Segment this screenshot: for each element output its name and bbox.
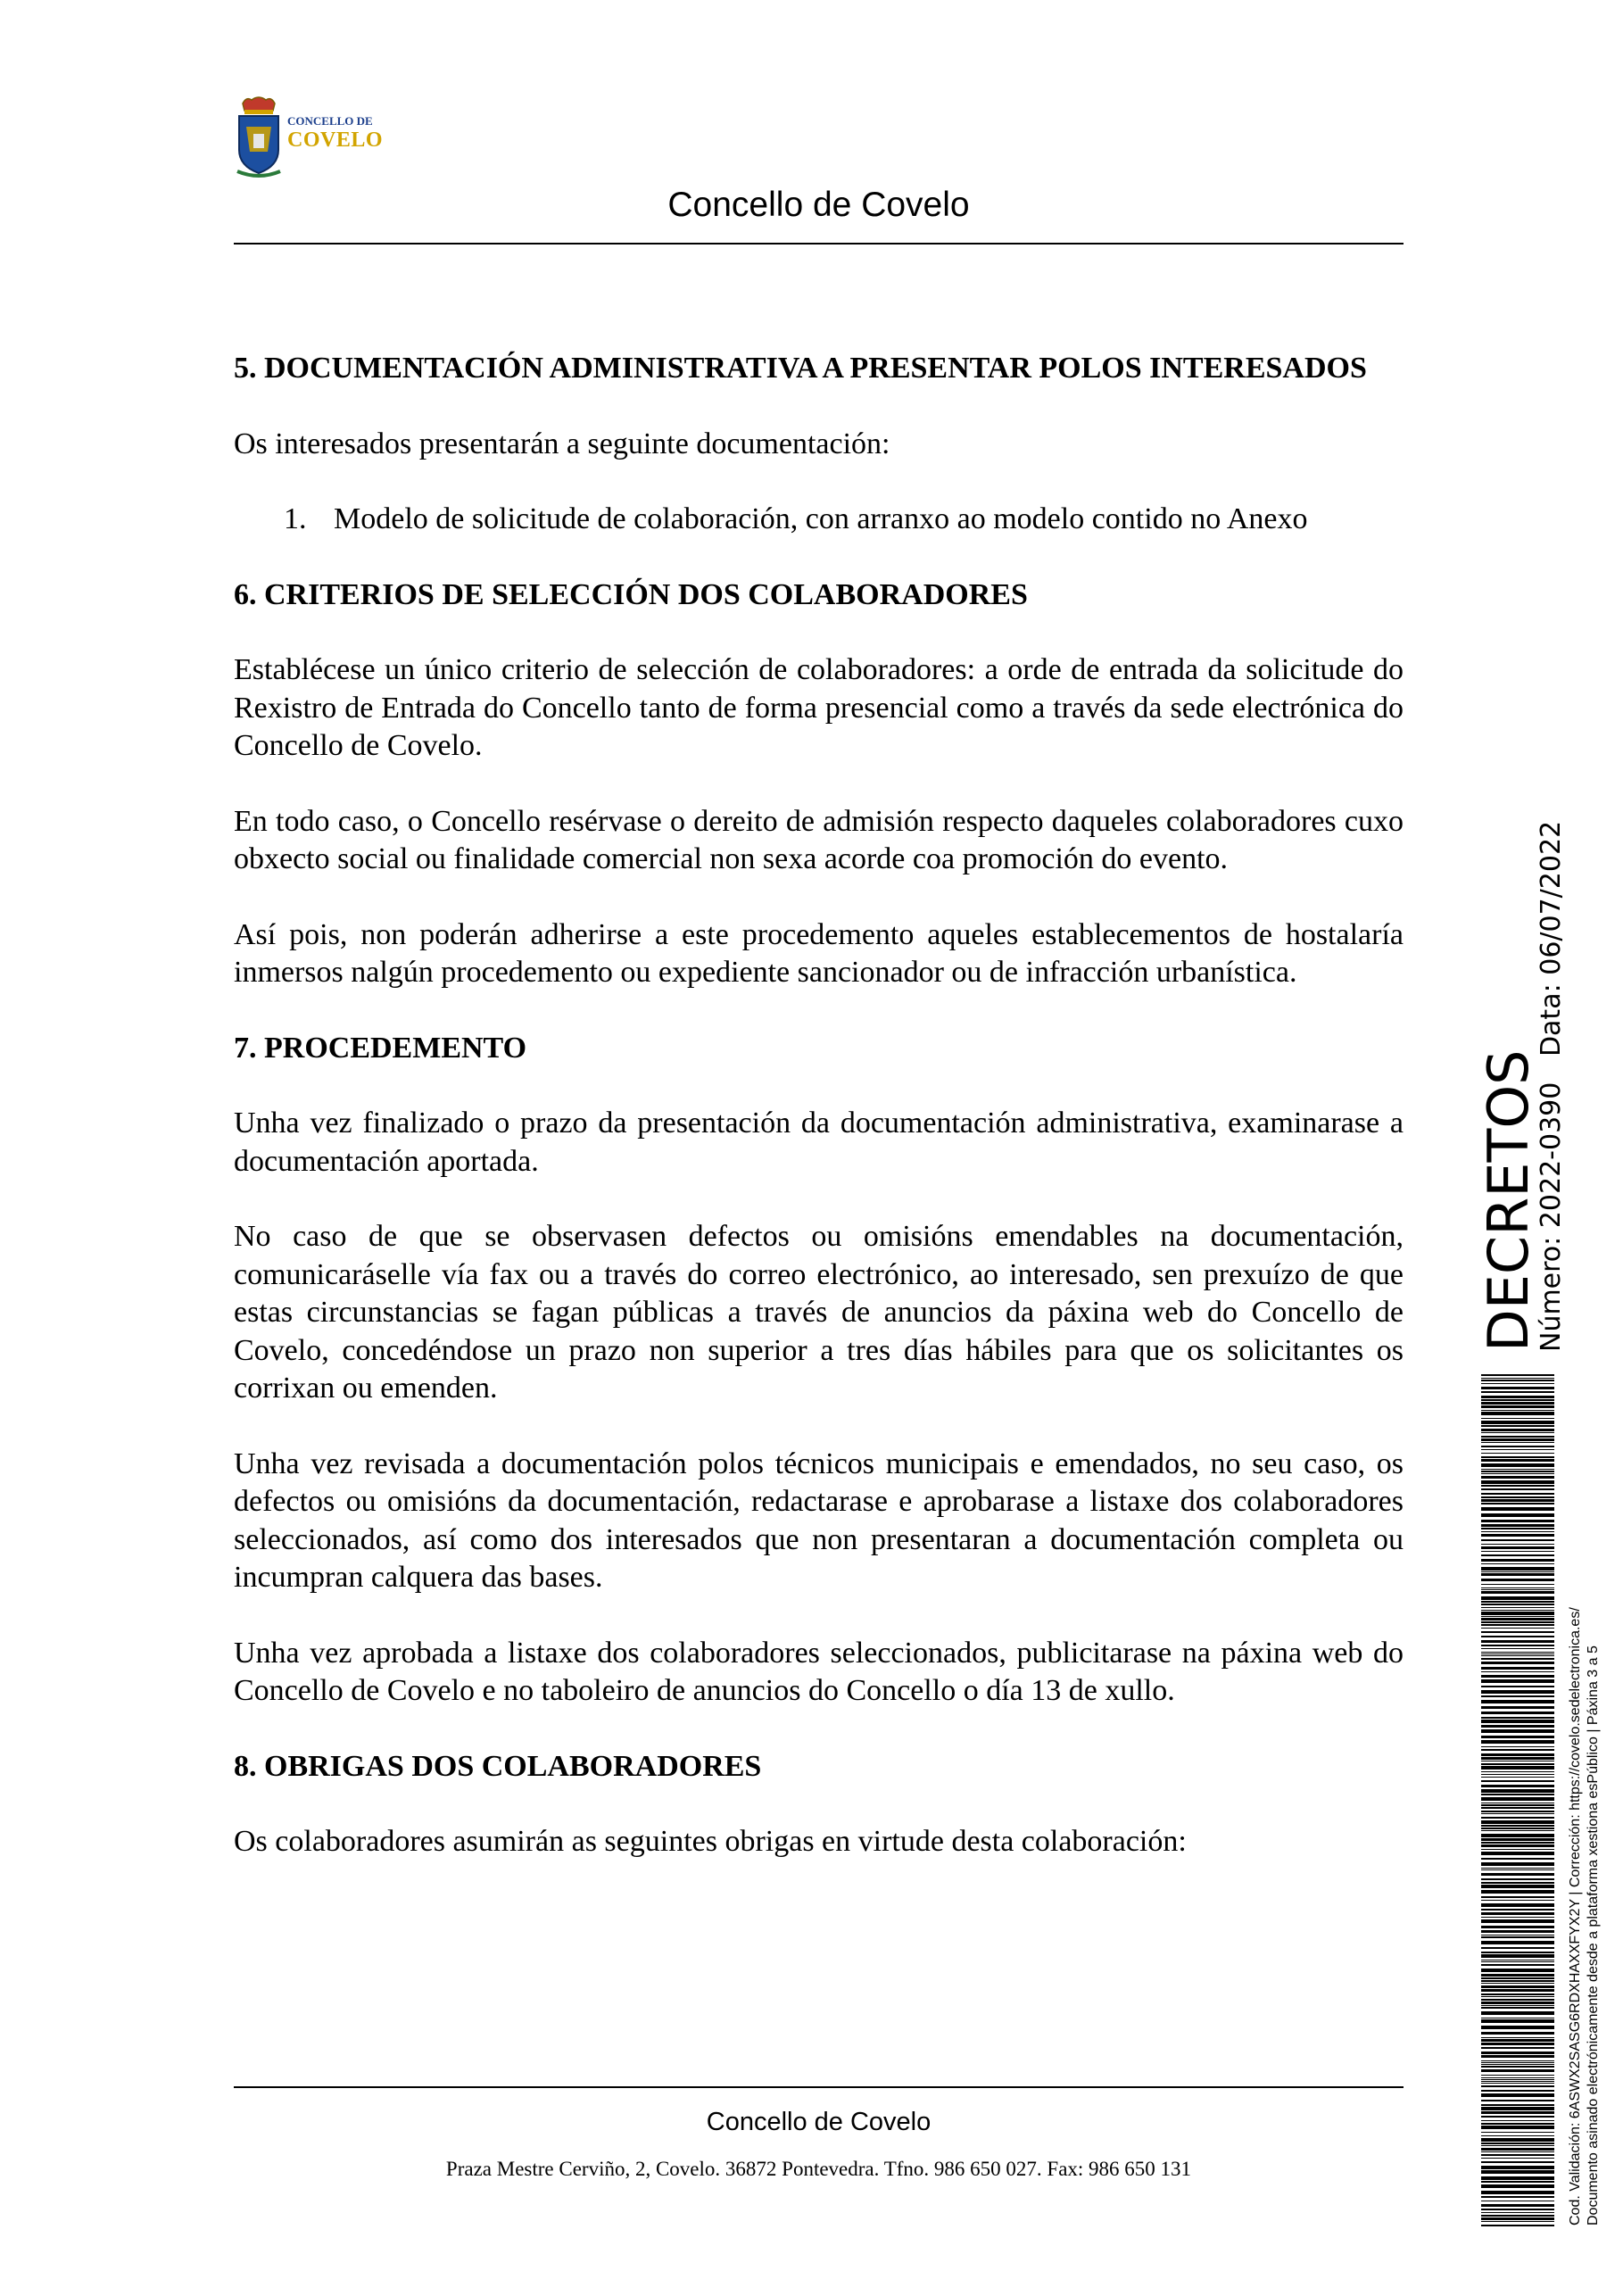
barcode-bar: [1481, 1977, 1554, 1979]
barcode-bar: [1481, 1869, 1554, 1870]
barcode-bar: [1481, 1830, 1554, 1831]
barcode-bar: [1481, 1700, 1554, 1703]
barcode-bar: [1481, 1862, 1554, 1866]
barcode-bar: [1481, 1917, 1554, 1918]
barcode-bar: [1481, 1631, 1554, 1633]
numbered-list: [234, 501, 1404, 539]
header-rule: [234, 243, 1404, 245]
barcode-bar: [1481, 1667, 1554, 1670]
barcode-bar: [1481, 2060, 1554, 2061]
barcode-bar: [1481, 1531, 1554, 1532]
barcode-bar: [1481, 1941, 1554, 1944]
barcode-bar: [1481, 2037, 1554, 2038]
barcode-bar: [1481, 2191, 1554, 2194]
paragraph: Os colaboradores asumirán as seguintes obrigas en virtude desta colaboración:: [234, 1825, 1187, 1858]
barcode-bar: [1481, 1624, 1554, 1626]
paragraph: Establécese un único criterio de selección de colaboradores: a orde de entrada da solicitude do Rexistro de Entrada do Concello tanto de forma presencial como a través da sede electrónica do Concello de Covelo.: [234, 653, 1404, 762]
barcode-bar: [1481, 2212, 1554, 2213]
barcode-bar: [1481, 1524, 1554, 1527]
barcode-bar: [1481, 2170, 1554, 2174]
paragraph: Os interesados presentarán a seguinte documentación:: [234, 427, 890, 460]
barcode-bar: [1481, 1589, 1554, 1590]
barcode-bar: [1481, 1686, 1554, 1687]
barcode-bar: [1481, 1412, 1554, 1415]
list-item-number: 1.: [284, 502, 307, 535]
barcode-bar: [1481, 1383, 1554, 1384]
logo-text-concello: CONCELLO DE: [287, 114, 373, 128]
barcode-bar: [1481, 2196, 1554, 2198]
barcode-bar: [1481, 1712, 1554, 1714]
shield-icon: [234, 95, 284, 180]
barcode-bar: [1481, 2066, 1554, 2068]
barcode-bar: [1481, 1476, 1554, 1479]
list-item: [234, 501, 1404, 539]
section-heading: 7. PROCEDEMENTO: [234, 1031, 527, 1065]
barcode-bar: [1481, 2055, 1554, 2058]
barcode-bar: [1481, 1473, 1554, 1474]
barcode-bar: [1481, 2151, 1554, 2152]
barcode-bar: [1481, 1436, 1554, 1438]
barcode-bar: [1481, 1544, 1554, 1545]
barcode-bar: [1481, 2069, 1554, 2072]
barcode-bar: [1481, 1399, 1554, 1401]
barcode-bar: [1481, 1496, 1554, 1498]
barcode-bar: [1481, 1563, 1554, 1564]
barcode-bar: [1481, 1628, 1554, 1629]
barcode-bar: [1481, 2161, 1554, 2163]
barcode-bar: [1481, 1785, 1554, 1787]
barcode-bar: [1481, 1432, 1554, 1433]
barcode-bar: [1481, 2085, 1554, 2087]
barcode-bar: [1481, 1999, 1554, 2001]
barcode-bar: [1481, 2007, 1554, 2009]
barcode-bar: [1481, 1900, 1554, 1901]
barcode-bar: [1481, 2215, 1554, 2217]
barcode-bar: [1481, 1807, 1554, 1809]
barcode-bar: [1481, 2064, 1554, 2065]
stamp-validation-text: [1567, 1607, 1602, 2226]
barcode-bar: [1481, 1983, 1554, 1984]
barcode-bar: [1481, 1655, 1554, 1656]
barcode-bar: [1481, 1374, 1554, 1376]
barcode-bar: [1481, 1961, 1554, 1962]
barcode-bar: [1481, 1442, 1554, 1443]
barcode-bar: [1481, 1912, 1554, 1915]
barcode-bar: [1481, 1780, 1554, 1782]
barcode-bar: [1481, 1720, 1554, 1723]
barcode-bar: [1481, 1453, 1554, 1454]
barcode-bar: [1481, 2107, 1554, 2110]
barcode-bar: [1481, 2143, 1554, 2144]
barcode-bar: [1481, 1534, 1554, 1537]
paragraph: Unha vez revisada a documentación polos técnicos municipais e emendados, no seu caso, os defectos ou omisións da documentación, redactarase e aprobarase a listaxe dos colaboradores seleccionados, así como dos interesados que non presentaran a documentación completa ou incumpran calquera das bases.: [234, 1446, 1404, 1594]
barcode-bar: [1481, 1947, 1554, 1949]
barcode-bar: [1481, 1671, 1554, 1672]
barcode-bar: [1481, 1890, 1554, 1894]
barcode-bar: [1481, 1903, 1554, 1907]
barcode-bar: [1481, 1567, 1554, 1571]
barcode-bar: [1481, 1679, 1554, 1683]
barcode-bar: [1481, 1896, 1554, 1898]
barcode-bar: [1481, 2120, 1554, 2121]
barcode-bar: [1481, 2005, 1554, 2006]
barcode-bar: [1481, 2002, 1554, 2004]
barcode-bar: [1481, 1852, 1554, 1855]
barcode-bar: [1481, 1811, 1554, 1812]
barcode-bar: [1481, 1695, 1554, 1697]
barcode-bar: [1481, 1596, 1554, 1600]
barcode-bar: [1481, 1380, 1554, 1381]
barcode-bar: [1481, 1763, 1554, 1765]
barcode-bar: [1481, 1446, 1554, 1447]
barcode-bar: [1481, 2104, 1554, 2106]
coat-of-arms-logo: [234, 95, 385, 180]
section-7: [234, 1030, 1404, 1711]
barcode-bar: [1481, 2221, 1554, 2222]
barcode-bar: [1481, 2062, 1554, 2063]
barcode-bar: [1481, 1429, 1554, 1431]
barcode-bar: [1481, 1804, 1554, 1806]
barcode-bar: [1481, 1969, 1554, 1972]
section-heading: 5. DOCUMENTACIÓN ADMINISTRATIVA A PRESENTAR POLOS INTERESADOS: [234, 352, 1367, 385]
barcode-bar: [1481, 1753, 1554, 1756]
barcode-bar: [1481, 2026, 1554, 2029]
barcode-bar: [1481, 1774, 1554, 1775]
barcode-bar: [1481, 1579, 1554, 1581]
stamp-date: Data: 06/07/2022: [1536, 820, 1567, 1057]
barcode-bar: [1481, 2123, 1554, 2125]
barcode-bar: [1481, 1797, 1554, 1801]
barcode-bar: [1481, 1396, 1554, 1398]
barcode-bar: [1481, 1909, 1554, 1911]
paragraph: Unha vez finalizado o prazo da presentación da documentación administrativa, examinarase a documentación aportada.: [234, 1107, 1404, 1178]
barcode-bar: [1481, 1459, 1554, 1462]
barcode-bar: [1481, 1513, 1554, 1517]
barcode-bar: [1481, 1868, 1554, 1869]
barcode-bar: [1481, 2100, 1554, 2101]
paragraph: Unha vez aprobada a listaxe dos colaboradores seleccionados, publicitarase na páxina web do Concello de Covelo e no taboleiro de anuncios do Concello o día 13 de xullo.: [234, 1636, 1404, 1707]
barcode-bar: [1481, 2138, 1554, 2142]
barcode-bar: [1481, 2047, 1554, 2049]
barcode-bar: [1481, 1587, 1554, 1588]
barcode-bar: [1481, 1584, 1554, 1585]
barcode-bar: [1481, 2077, 1554, 2078]
barcode-bar: [1481, 2075, 1554, 2076]
barcode-bar: [1481, 1813, 1554, 1814]
barcode-bar: [1481, 1985, 1554, 1988]
barcode-bar: [1481, 1820, 1554, 1824]
barcode-bar: [1481, 1591, 1554, 1594]
page-header-title: Concello de Covelo: [667, 186, 970, 224]
barcode-bar: [1481, 1421, 1554, 1424]
barcode-bar: [1481, 1936, 1554, 1938]
barcode-bar: [1481, 1993, 1554, 1995]
barcode-bar: [1481, 1480, 1554, 1484]
barcode-bar: [1481, 1648, 1554, 1649]
barcode-bar: [1481, 1828, 1554, 1829]
barcode-bar: [1481, 1954, 1554, 1958]
barcode-bar: [1481, 1757, 1554, 1760]
barcode-bar: [1481, 2090, 1554, 2092]
barcode-bar: [1481, 1551, 1554, 1552]
barcode-bar: [1481, 1873, 1554, 1876]
section-6: [234, 576, 1404, 992]
barcode-icon: [1481, 1374, 1554, 2226]
barcode-bar: [1481, 1493, 1554, 1495]
barcode-bar: [1481, 2184, 1554, 2188]
barcode-bar: [1481, 1652, 1554, 1653]
barcode-bar: [1481, 2135, 1554, 2136]
barcode-bar: [1481, 1554, 1554, 1556]
barcode-bar: [1481, 2111, 1554, 2114]
barcode-bar: [1481, 1817, 1554, 1819]
paragraph: Así pois, non poderán adherirse a este procedemento aqueles establecementos de hostalaría inmersos nalgún procedemento ou expediente sancionador ou de infracción urbanística.: [234, 917, 1404, 989]
barcode-bar: [1481, 1469, 1554, 1470]
section-heading: 8. OBRIGAS DOS COLABORADORES: [234, 1749, 762, 1783]
barcode-bar: [1481, 1418, 1554, 1419]
barcode-bar: [1481, 2217, 1554, 2220]
barcode-bar: [1481, 1690, 1554, 1694]
barcode-bar: [1481, 1729, 1554, 1733]
barcode-bar: [1481, 1604, 1554, 1605]
barcode-bar: [1481, 1974, 1554, 1977]
barcode-bar: [1481, 1539, 1554, 1541]
stamp-number-date: [1536, 821, 1567, 1352]
stamp-decretos-label: DECRETOS: [1476, 1049, 1541, 1352]
stamp-number: Número: 2022-0390: [1536, 1082, 1567, 1352]
barcode-bar: [1481, 1885, 1554, 1888]
barcode-bar: [1481, 1391, 1554, 1393]
barcode-bar: [1481, 1503, 1554, 1504]
barcode-bar: [1481, 1546, 1554, 1549]
barcode-bar: [1481, 1573, 1554, 1576]
barcode-bar: [1481, 1746, 1554, 1747]
barcode-bar: [1481, 1607, 1554, 1608]
barcode-bar: [1481, 2158, 1554, 2159]
barcode-bar: [1481, 1456, 1554, 1458]
barcode-bar: [1481, 1640, 1554, 1643]
barcode-bar: [1481, 1485, 1554, 1487]
barcode-bar: [1481, 1844, 1554, 1847]
section-8: [234, 1748, 1404, 1861]
barcode-bar: [1481, 1789, 1554, 1793]
barcode-bar: [1481, 2132, 1554, 2133]
barcode-bar: [1481, 1425, 1554, 1427]
document-body: [234, 350, 1404, 1899]
barcode-bar: [1481, 1882, 1554, 1884]
barcode-bar: [1481, 1405, 1554, 1408]
barcode-bar: [1481, 1438, 1554, 1441]
barcode-bar: [1481, 1930, 1554, 1933]
barcode-bar: [1481, 2011, 1554, 2015]
barcode-bar: [1481, 1658, 1554, 1660]
barcode-bar: [1481, 2148, 1554, 2151]
barcode-bar: [1481, 2051, 1554, 2054]
barcode-bar: [1481, 1636, 1554, 1637]
barcode-bar: [1481, 1618, 1554, 1620]
barcode-bar: [1481, 1571, 1554, 1572]
barcode-bar: [1481, 2181, 1554, 2183]
barcode-bar: [1481, 1471, 1554, 1472]
barcode-bar: [1481, 1463, 1554, 1467]
barcode-bar: [1481, 2154, 1554, 2156]
stamp-signed-line: Documento asinado electrónicamente desde a plataforma xestiona esPúblico | Páxina 3 a 5: [1586, 1645, 1601, 2226]
barcode-bar: [1481, 1528, 1554, 1529]
barcode-bar: [1481, 2081, 1554, 2082]
barcode-bar: [1481, 1610, 1554, 1611]
list-item-text: Modelo de solicitude de colaboración, con arranxo ao modelo contido no Anexo: [334, 502, 1308, 535]
barcode-bar: [1481, 1507, 1554, 1511]
barcode-bar: [1481, 1410, 1554, 1411]
barcode-bar: [1481, 1858, 1554, 1860]
barcode-bar: [1481, 1488, 1554, 1490]
barcode-bar: [1481, 2079, 1554, 2080]
barcode-bar: [1481, 1601, 1554, 1603]
barcode-bar: [1481, 1838, 1554, 1841]
barcode-bar: [1481, 1878, 1554, 1880]
barcode-bar: [1481, 2019, 1554, 2023]
barcode-bar: [1481, 1387, 1554, 1389]
barcode-bar: [1481, 1740, 1554, 1744]
barcode-bar: [1481, 2032, 1554, 2035]
paragraph: En todo caso, o Concello resérvase o dereito de admisión respecto daqueles colaboradores cuxo obxecto social ou finalidade comercial non sexa acorde coa promoción do evento.: [234, 804, 1404, 875]
barcode-bar: [1481, 1771, 1554, 1772]
section-5: [234, 350, 1404, 539]
barcode-bar: [1481, 1499, 1554, 1502]
barcode-bar: [1481, 1919, 1554, 1923]
barcode-bar: [1481, 1612, 1554, 1615]
barcode-bar: [1481, 1825, 1554, 1827]
footer-address: Praza Mestre Cerviño, 2, Covelo. 36872 Pontevedra. Tfno. 986 650 027. Fax: 986 650 131: [445, 2158, 1192, 2180]
barcode-bar: [1481, 1926, 1554, 1928]
barcode-bar: [1481, 1725, 1554, 1728]
barcode-bar: [1481, 1849, 1554, 1850]
barcode-bar: [1481, 2166, 1554, 2169]
barcode-bar: [1481, 1766, 1554, 1770]
footer-title: Concello de Covelo: [706, 2108, 932, 2136]
barcode-bar: [1481, 2145, 1554, 2146]
barcode-bar: [1481, 1621, 1554, 1623]
barcode-bar: [1481, 1616, 1554, 1617]
barcode-bar: [1481, 1378, 1554, 1379]
barcode-bar: [1481, 1402, 1554, 1405]
barcode-bar: [1481, 1706, 1554, 1709]
stamp-validation-line: Cod. Validación: 6ASWX2SASG6RDXHAXXFYX2Y | Corrección: https://covelo.sedelectronica.es/: [1568, 1607, 1583, 2226]
logo-text-covelo: COVELO: [287, 128, 384, 152]
barcode-bar: [1481, 2225, 1554, 2226]
barcode-bar: [1481, 1842, 1554, 1844]
barcode-bar: [1481, 1749, 1554, 1751]
footer-rule: [234, 2086, 1404, 2088]
barcode-bar: [1481, 1980, 1554, 1982]
barcode-bar: [1481, 1834, 1554, 1837]
barcode-bar: [1481, 1449, 1554, 1450]
barcode-bar: [1481, 1736, 1554, 1738]
barcode-bar: [1481, 2043, 1554, 2045]
barcode-bar: [1481, 1952, 1554, 1953]
barcode-bar: [1481, 1717, 1554, 1719]
barcode-bar: [1481, 1964, 1554, 1966]
barcode-bar: [1481, 2209, 1554, 2210]
barcode-bar: [1481, 1675, 1554, 1678]
barcode-bar: [1481, 2093, 1554, 2097]
barcode-bar: [1481, 1559, 1554, 1562]
section-heading: 6. CRITERIOS DE SELECCIÓN DOS COLABORADORES: [234, 577, 1028, 611]
barcode-bar: [1481, 1662, 1554, 1664]
barcode-bar: [1481, 2116, 1554, 2118]
barcode-bar: [1481, 2126, 1554, 2129]
barcode-bar: [1481, 1645, 1554, 1646]
barcode-bar: [1481, 2204, 1554, 2207]
barcode-bar: [1481, 2039, 1554, 2042]
barcode-bar: [1481, 1520, 1554, 1522]
barcode-bar: [1481, 1989, 1554, 1992]
barcode-bar: [1481, 1996, 1554, 1997]
barcode-bar: [1481, 2176, 1554, 2180]
barcode-bar: [1481, 1777, 1554, 1778]
barcode-bar: [1481, 2083, 1554, 2084]
paragraph: No caso de que se observasen defectos ou omisións emendables na documentación, comunicaráselle vía fax ou a través do correo electrónico, ao interesado, sen prexuízo de que estas circunstancias se fagan públicas a través de anuncios da páxina web do Concello de Covelo, concedéndose un prazo non superior a tres días hábiles para que os solicitantes os corrixan ou emenden.: [234, 1220, 1404, 1405]
barcode-bar: [1481, 1794, 1554, 1795]
